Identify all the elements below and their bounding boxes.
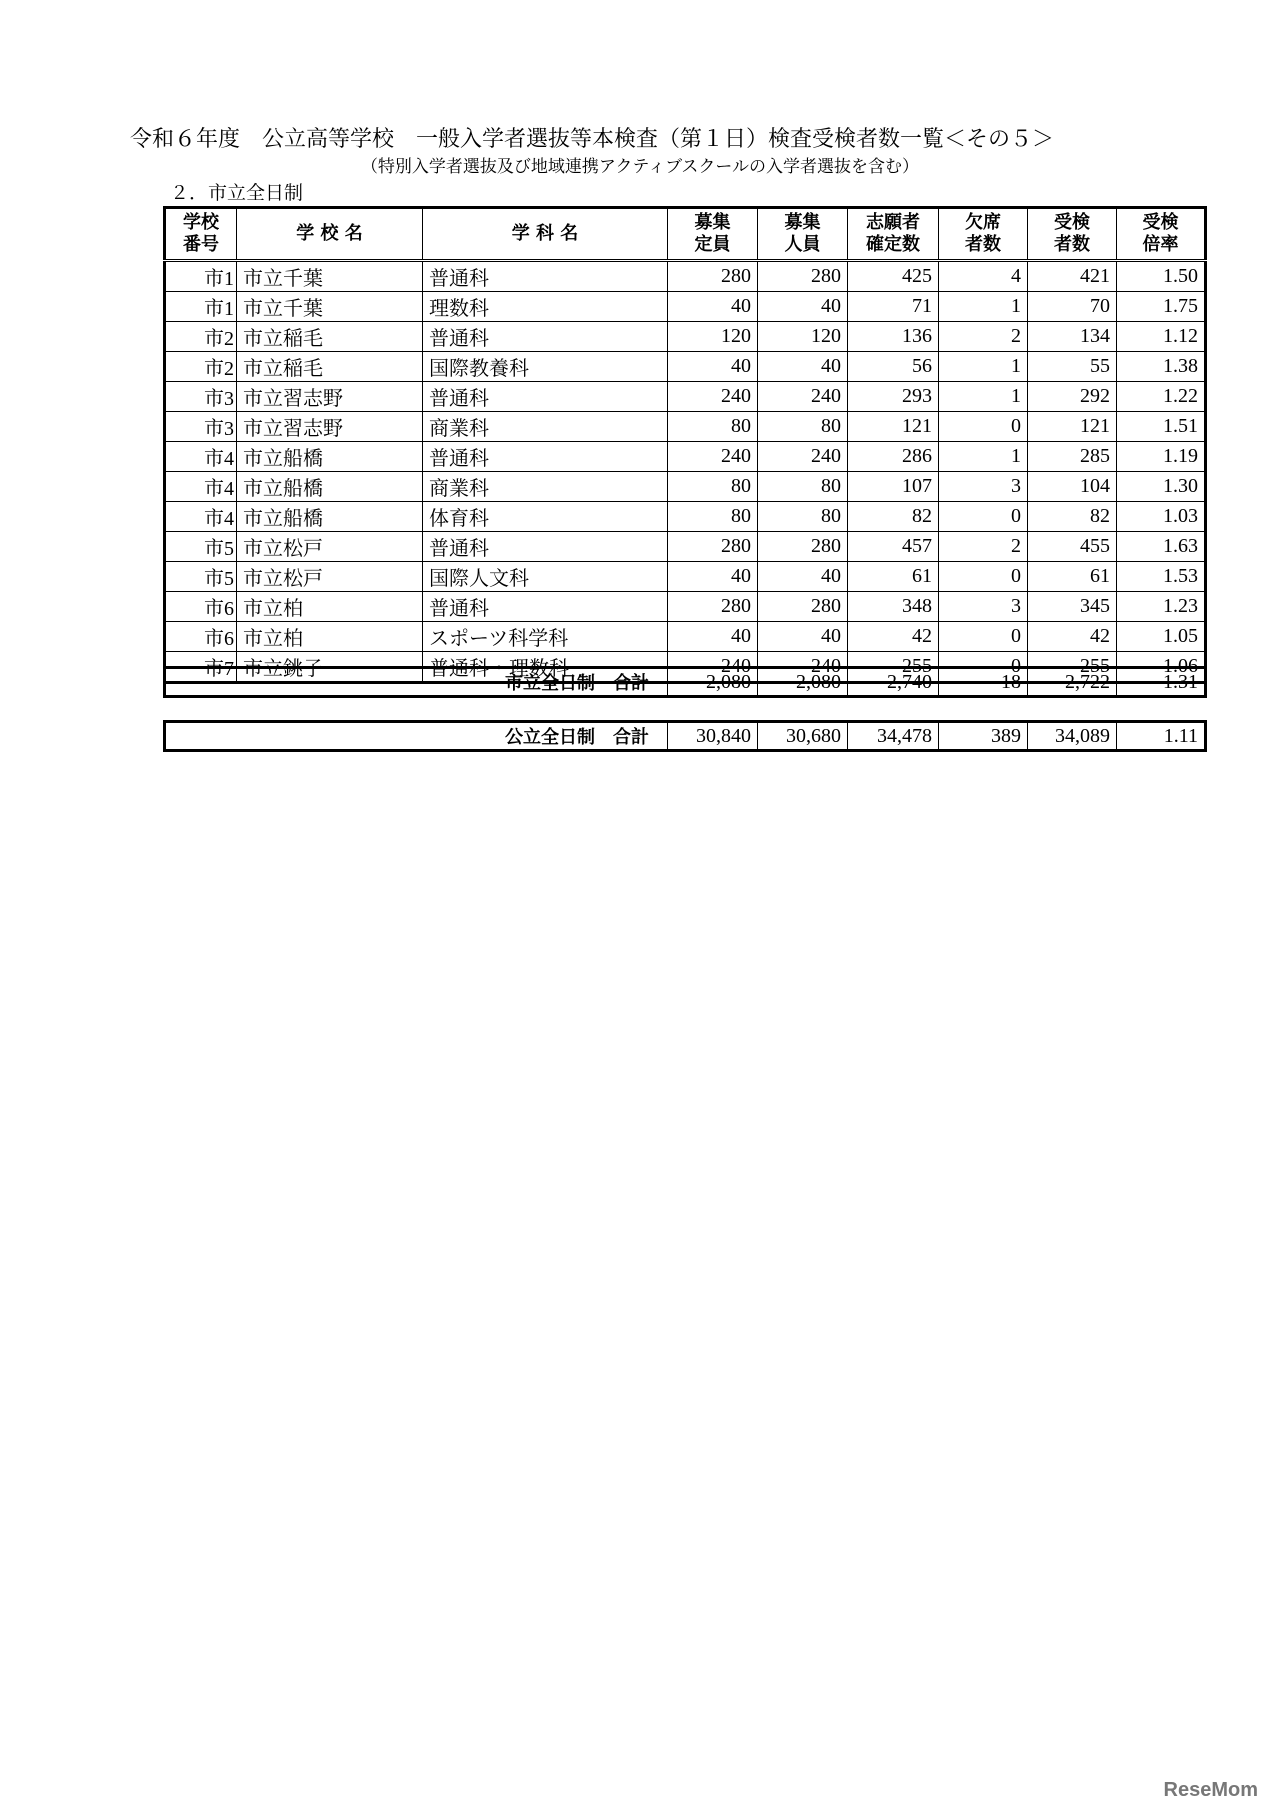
capacity-cell: 280	[668, 532, 758, 562]
absentees-cell: 2	[939, 322, 1028, 352]
school-name-cell: 市立船橋	[237, 502, 423, 532]
absentees-cell: 0	[939, 652, 1028, 683]
capacity-cell: 40	[668, 622, 758, 652]
school-name-cell: 市立松戸	[237, 562, 423, 592]
total-value-cell: 2,080	[758, 668, 848, 697]
capacity-cell: 40	[668, 292, 758, 322]
school-name-cell: 市立稲毛	[237, 352, 423, 382]
school-name-cell: 市立千葉	[237, 292, 423, 322]
recruits-cell: 280	[758, 532, 848, 562]
examinees-cell: 42	[1028, 622, 1117, 652]
ratio-cell: 1.03	[1117, 502, 1206, 532]
examinees-cell: 104	[1028, 472, 1117, 502]
total-value-cell: 1.31	[1117, 668, 1206, 697]
examinees-cell: 421	[1028, 261, 1117, 292]
recruits-cell: 80	[758, 502, 848, 532]
table-row	[165, 322, 1206, 352]
absentees-cell: 1	[939, 442, 1028, 472]
section-heading: ２．市立全日制	[170, 182, 304, 204]
ratio-cell: 1.19	[1117, 442, 1206, 472]
total-row-city	[165, 668, 1206, 697]
table-row	[165, 502, 1206, 532]
table-row	[165, 292, 1206, 322]
city-total-table	[163, 666, 1207, 698]
recruits-cell: 40	[758, 292, 848, 322]
capacity-cell: 240	[668, 442, 758, 472]
column-header: 受検 者数	[1028, 208, 1117, 261]
capacity-cell: 120	[668, 322, 758, 352]
column-header: 学校 番号	[165, 208, 237, 261]
department-cell: スポーツ科学科	[423, 622, 668, 652]
school-number-cell: 市4	[165, 502, 237, 532]
examinees-cell: 134	[1028, 322, 1117, 352]
department-cell: 普通科	[423, 442, 668, 472]
ratio-cell: 1.05	[1117, 622, 1206, 652]
table-row	[165, 261, 1206, 292]
recruits-cell: 240	[758, 652, 848, 683]
department-cell: 理数科	[423, 292, 668, 322]
watermark-logo: ReseMom	[1163, 1779, 1258, 1801]
total-value-cell: 2,722	[1028, 668, 1117, 697]
department-cell: 普通科	[423, 261, 668, 292]
ratio-cell: 1.75	[1117, 292, 1206, 322]
total-value-cell: 18	[939, 668, 1028, 697]
total-label: 市立全日制 合計	[165, 668, 668, 697]
ratio-cell: 1.53	[1117, 562, 1206, 592]
school-number-cell: 市6	[165, 592, 237, 622]
table-row	[165, 382, 1206, 412]
total-value-cell: 2,740	[848, 668, 939, 697]
document-title: 令和６年度 公立高等学校 一般入学者選抜等本検査（第１日）検査受検者数一覧＜その５＞	[130, 127, 1055, 152]
applicants-table	[163, 206, 1207, 684]
table-row	[165, 442, 1206, 472]
examinees-cell: 61	[1028, 562, 1117, 592]
school-name-cell: 市立柏	[237, 592, 423, 622]
school-number-cell: 市5	[165, 532, 237, 562]
recruits-cell: 40	[758, 352, 848, 382]
department-cell: 体育科	[423, 502, 668, 532]
table-header-row	[165, 208, 1206, 261]
total-value-cell: 30,680	[758, 722, 848, 751]
absentees-cell: 0	[939, 502, 1028, 532]
school-name-cell: 市立銚子	[237, 652, 423, 683]
table-row	[165, 622, 1206, 652]
school-number-cell: 市6	[165, 622, 237, 652]
applicants-cell: 286	[848, 442, 939, 472]
department-cell: 国際人文科	[423, 562, 668, 592]
examinees-cell: 255	[1028, 652, 1117, 683]
total-value-cell: 34,089	[1028, 722, 1117, 751]
absentees-cell: 0	[939, 562, 1028, 592]
school-number-cell: 市3	[165, 412, 237, 442]
capacity-cell: 280	[668, 261, 758, 292]
examinees-cell: 285	[1028, 442, 1117, 472]
table-row	[165, 532, 1206, 562]
total-value-cell: 30,840	[668, 722, 758, 751]
ratio-cell: 1.38	[1117, 352, 1206, 382]
applicants-cell: 42	[848, 622, 939, 652]
recruits-cell: 280	[758, 261, 848, 292]
ratio-cell: 1.12	[1117, 322, 1206, 352]
school-name-cell: 市立稲毛	[237, 322, 423, 352]
recruits-cell: 240	[758, 382, 848, 412]
school-name-cell: 市立柏	[237, 622, 423, 652]
total-value-cell: 2,080	[668, 668, 758, 697]
examinees-cell: 455	[1028, 532, 1117, 562]
total-label: 公立全日制 合計	[165, 722, 668, 751]
applicants-cell: 56	[848, 352, 939, 382]
department-cell: 国際教養科	[423, 352, 668, 382]
recruits-cell: 40	[758, 562, 848, 592]
absentees-cell: 1	[939, 352, 1028, 382]
department-cell: 普通科	[423, 382, 668, 412]
department-cell: 普通科・理数科	[423, 652, 668, 683]
ratio-cell: 1.30	[1117, 472, 1206, 502]
capacity-cell: 40	[668, 352, 758, 382]
capacity-cell: 80	[668, 412, 758, 442]
column-header: 学 校 名	[237, 208, 423, 261]
school-number-cell: 市3	[165, 382, 237, 412]
recruits-cell: 80	[758, 472, 848, 502]
table-row	[165, 562, 1206, 592]
ratio-cell: 1.63	[1117, 532, 1206, 562]
ratio-cell: 1.23	[1117, 592, 1206, 622]
examinees-cell: 70	[1028, 292, 1117, 322]
applicants-cell: 107	[848, 472, 939, 502]
capacity-cell: 280	[668, 592, 758, 622]
school-name-cell: 市立千葉	[237, 261, 423, 292]
applicants-cell: 457	[848, 532, 939, 562]
capacity-cell: 80	[668, 502, 758, 532]
applicants-cell: 82	[848, 502, 939, 532]
applicants-cell: 61	[848, 562, 939, 592]
absentees-cell: 1	[939, 382, 1028, 412]
ratio-cell: 1.22	[1117, 382, 1206, 412]
capacity-cell: 240	[668, 652, 758, 683]
applicants-cell: 348	[848, 592, 939, 622]
applicants-cell: 255	[848, 652, 939, 683]
school-name-cell: 市立習志野	[237, 382, 423, 412]
applicants-cell: 136	[848, 322, 939, 352]
examinees-cell: 292	[1028, 382, 1117, 412]
school-name-cell: 市立習志野	[237, 412, 423, 442]
absentees-cell: 3	[939, 472, 1028, 502]
absentees-cell: 4	[939, 261, 1028, 292]
ratio-cell: 1.06	[1117, 652, 1206, 683]
department-cell: 普通科	[423, 532, 668, 562]
applicants-cell: 71	[848, 292, 939, 322]
school-name-cell: 市立松戸	[237, 532, 423, 562]
department-cell: 普通科	[423, 322, 668, 352]
school-number-cell: 市2	[165, 352, 237, 382]
total-value-cell: 1.11	[1117, 722, 1206, 751]
capacity-cell: 80	[668, 472, 758, 502]
table-row	[165, 412, 1206, 442]
total-value-cell: 389	[939, 722, 1028, 751]
table-row	[165, 352, 1206, 382]
total-value-cell: 34,478	[848, 722, 939, 751]
applicants-cell: 121	[848, 412, 939, 442]
ratio-cell: 1.50	[1117, 261, 1206, 292]
public-total-table	[163, 720, 1207, 752]
column-header: 欠席 者数	[939, 208, 1028, 261]
applicants-cell: 293	[848, 382, 939, 412]
school-number-cell: 市1	[165, 261, 237, 292]
document-subtitle: （特別入学者選抜及び地域連携アクティブスクールの入学者選抜を含む）	[360, 157, 920, 177]
absentees-cell: 3	[939, 592, 1028, 622]
school-number-cell: 市1	[165, 292, 237, 322]
column-header: 学 科 名	[423, 208, 668, 261]
examinees-cell: 121	[1028, 412, 1117, 442]
absentees-cell: 0	[939, 622, 1028, 652]
school-number-cell: 市4	[165, 442, 237, 472]
capacity-cell: 240	[668, 382, 758, 412]
school-number-cell: 市5	[165, 562, 237, 592]
examinees-cell: 82	[1028, 502, 1117, 532]
examinees-cell: 345	[1028, 592, 1117, 622]
absentees-cell: 0	[939, 412, 1028, 442]
department-cell: 商業科	[423, 412, 668, 442]
table-row	[165, 592, 1206, 622]
ratio-cell: 1.51	[1117, 412, 1206, 442]
department-cell: 商業科	[423, 472, 668, 502]
school-name-cell: 市立船橋	[237, 472, 423, 502]
capacity-cell: 40	[668, 562, 758, 592]
absentees-cell: 2	[939, 532, 1028, 562]
school-number-cell: 市4	[165, 472, 237, 502]
recruits-cell: 120	[758, 322, 848, 352]
applicants-cell: 425	[848, 261, 939, 292]
school-number-cell: 市7	[165, 652, 237, 683]
recruits-cell: 280	[758, 592, 848, 622]
recruits-cell: 240	[758, 442, 848, 472]
column-header: 募集 定員	[668, 208, 758, 261]
column-header: 志願者 確定数	[848, 208, 939, 261]
total-row-public	[165, 722, 1206, 751]
recruits-cell: 80	[758, 412, 848, 442]
table-row	[165, 472, 1206, 502]
department-cell: 普通科	[423, 592, 668, 622]
recruits-cell: 40	[758, 622, 848, 652]
column-header: 募集 人員	[758, 208, 848, 261]
column-header: 受検 倍率	[1117, 208, 1206, 261]
school-number-cell: 市2	[165, 322, 237, 352]
absentees-cell: 1	[939, 292, 1028, 322]
examinees-cell: 55	[1028, 352, 1117, 382]
school-name-cell: 市立船橋	[237, 442, 423, 472]
